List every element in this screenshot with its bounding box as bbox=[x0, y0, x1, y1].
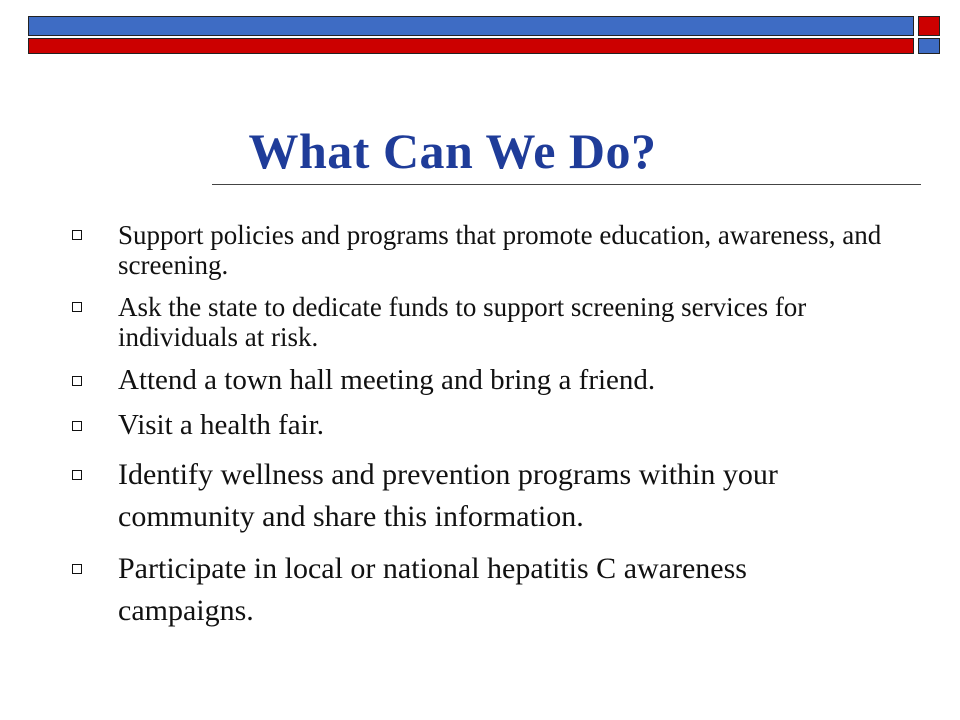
bullet-text: Participate in local or national hepatitis C awareness campaigns. bbox=[118, 552, 747, 627]
hollow-square-icon bbox=[72, 302, 82, 312]
bullet-item bbox=[68, 454, 888, 538]
hollow-square-icon bbox=[72, 470, 82, 480]
bullet-text: Visit a health fair. bbox=[118, 409, 325, 441]
slide-title: What Can We Do? bbox=[248, 123, 657, 179]
header-corner-blue bbox=[918, 38, 940, 54]
bullet-item bbox=[68, 409, 888, 442]
bullet-list bbox=[68, 220, 888, 642]
header-bar-red bbox=[28, 38, 914, 54]
bullet-text: Identify wellness and prevention programs within your community and share this information. bbox=[118, 458, 778, 533]
bullet-text: Support policies and programs that promote education, awareness, and screening. bbox=[118, 220, 882, 280]
bullet-text: Attend a town hall meeting and bring a friend. bbox=[118, 364, 656, 396]
hollow-square-icon bbox=[72, 230, 82, 240]
bullet-item bbox=[68, 548, 888, 632]
bullet-item bbox=[68, 292, 888, 352]
bullet-item bbox=[68, 220, 888, 280]
header-corner-red bbox=[918, 16, 940, 36]
hollow-square-icon bbox=[72, 564, 82, 574]
hollow-square-icon bbox=[72, 376, 82, 386]
hollow-square-icon bbox=[72, 421, 82, 431]
header-bar-blue bbox=[28, 16, 914, 36]
bullet-item bbox=[68, 364, 888, 397]
title-underline bbox=[212, 184, 921, 185]
bullet-text: Ask the state to dedicate funds to support screening services for individuals at risk. bbox=[118, 292, 807, 352]
